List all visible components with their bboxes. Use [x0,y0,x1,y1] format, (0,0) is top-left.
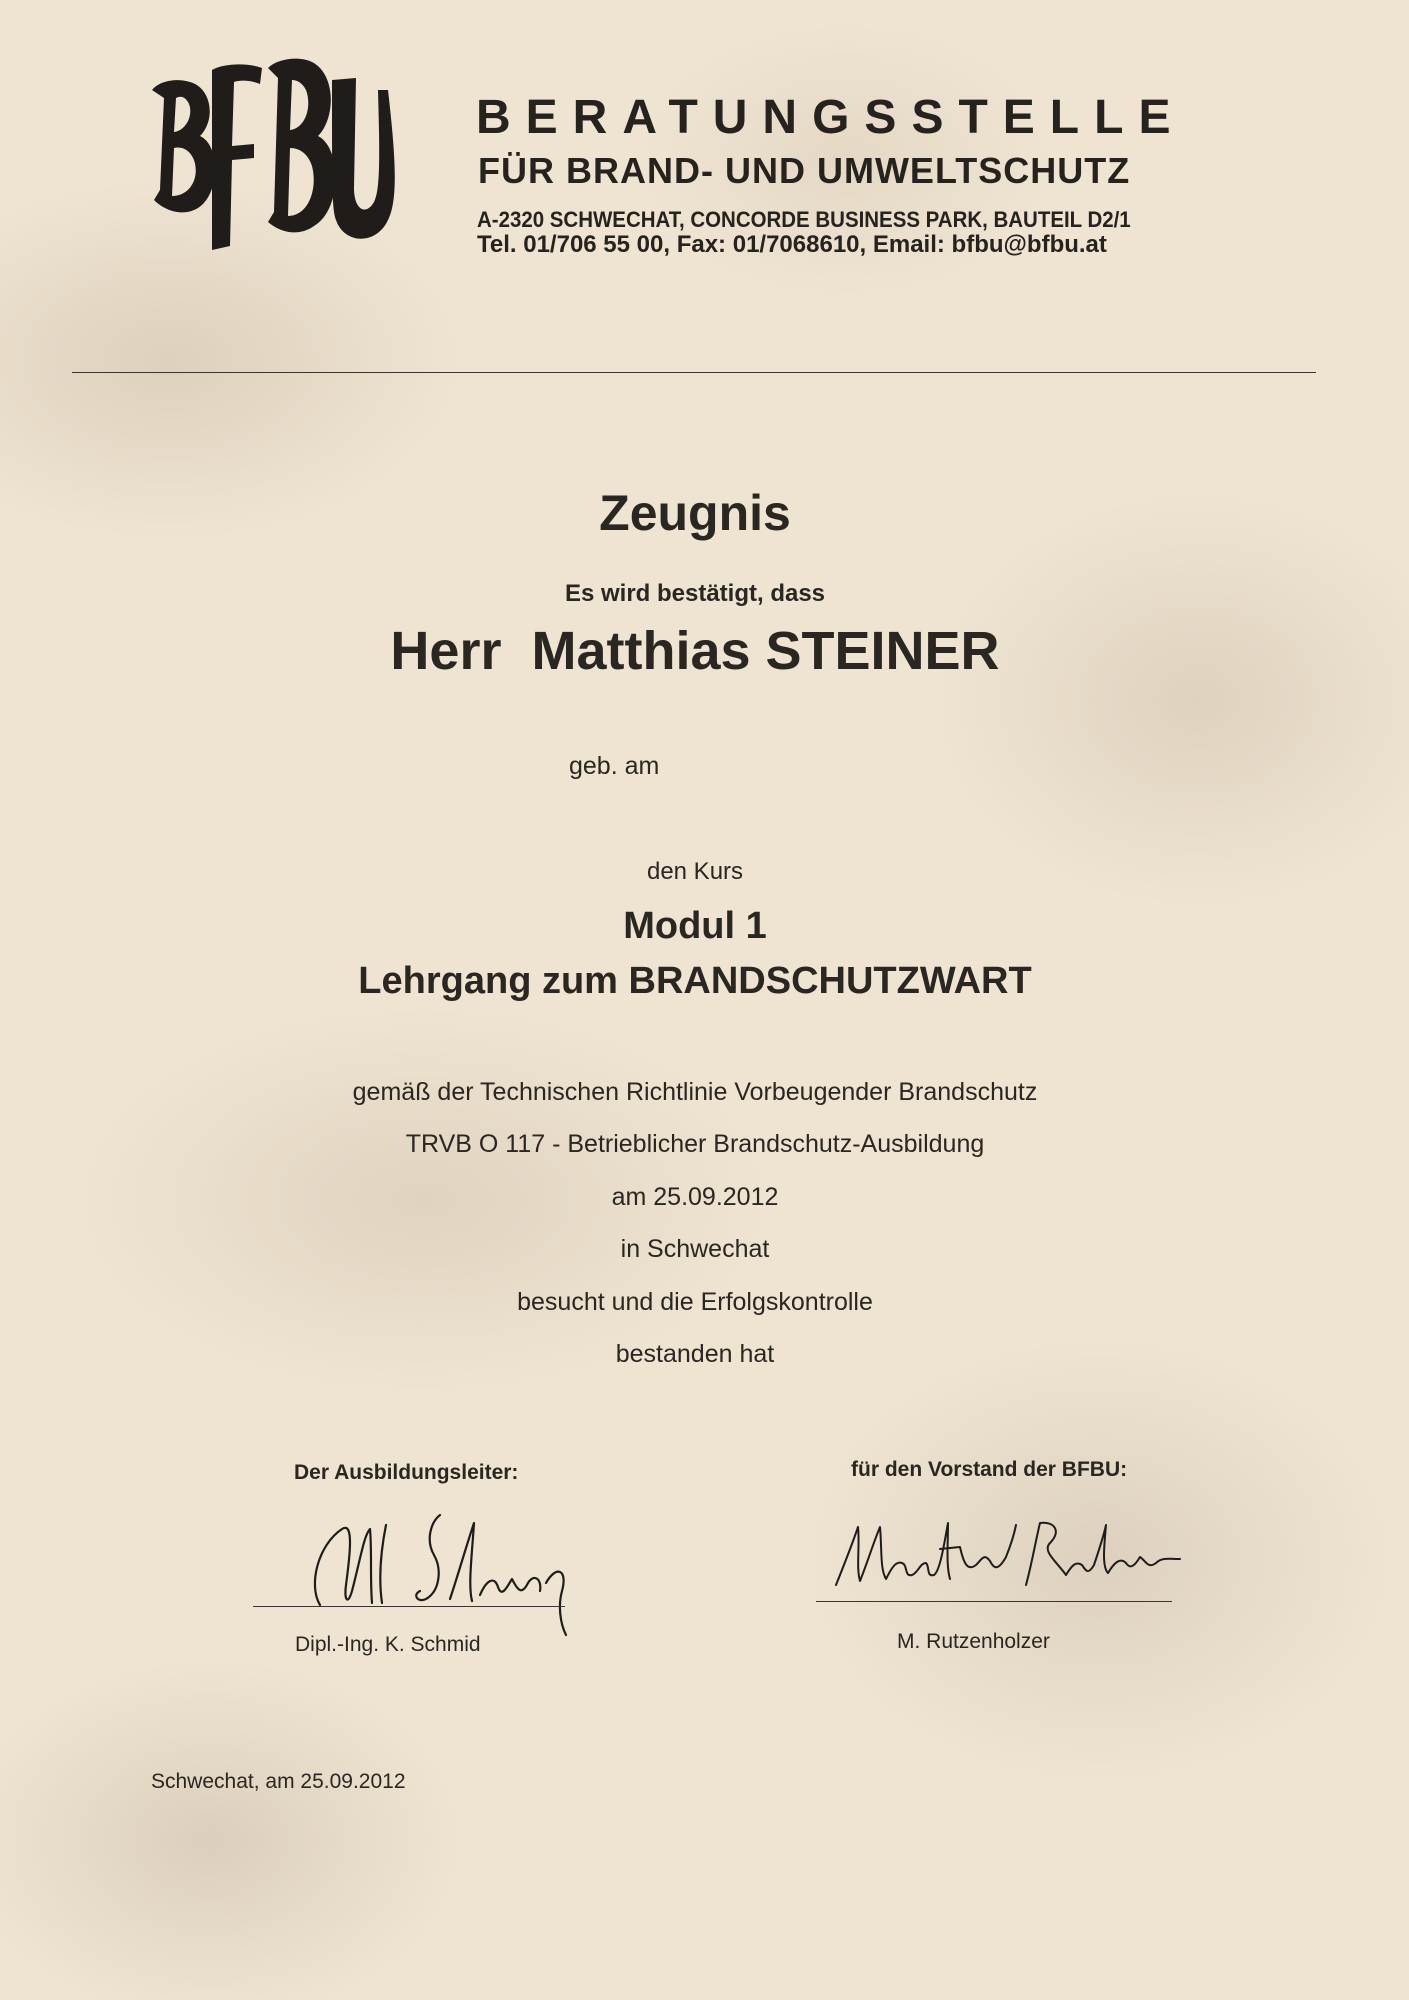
bfbu-logo [150,50,400,275]
left-signatory-name: Dipl.-Ing. K. Schmid [295,1633,481,1656]
certificate-intro: Es wird bestätigt, dass [564,580,826,607]
body-line: gemäß der Technischen Richtlinie Vorbeugender Brandschutz [352,1078,1038,1106]
certificate-title: Zeugnis [599,485,791,541]
body-line: am 25.09.2012 [611,1183,779,1211]
org-contact: Tel. 01/706 55 00, Fax: 01/7068610, Email: bfbu@bfbu.at [477,231,1107,258]
right-signature [830,1505,1190,1595]
body-line: in Schwechat [620,1235,770,1263]
course-title: Lehrgang zum BRANDSCHUTZWART [358,960,1032,1002]
recipient-name: Herr Matthias STEINER [390,621,1000,681]
birth-date-label: geb. am [569,752,660,780]
right-signature-label: für den Vorstand der BFBU: [851,1458,1128,1481]
right-signatory-name: M. Rutzenholzer [897,1630,1050,1653]
body-line: TRVB O 117 - Betrieblicher Brandschutz-Ausbildung [405,1130,985,1158]
left-signature-line [253,1606,565,1607]
header-divider [72,372,1316,373]
right-signature-line [816,1601,1172,1602]
place-and-date: Schwechat, am 25.09.2012 [151,1770,406,1793]
body-line: bestanden hat [615,1340,775,1368]
body-line: besucht und die Erfolgskontrolle [517,1288,873,1316]
org-address: A-2320 SCHWECHAT, CONCORDE BUSINESS PARK, BAUTEIL D2/1 [477,207,1131,232]
left-signature-label: Der Ausbildungsleiter: [294,1461,519,1484]
left-signature [290,1495,610,1640]
org-name: BERATUNGSSTELLE [476,91,1186,144]
course-intro: den Kurs [646,858,744,885]
course-module: Modul 1 [623,905,767,947]
org-subtitle: FÜR BRAND- UND UMWELTSCHUTZ [478,150,1131,191]
